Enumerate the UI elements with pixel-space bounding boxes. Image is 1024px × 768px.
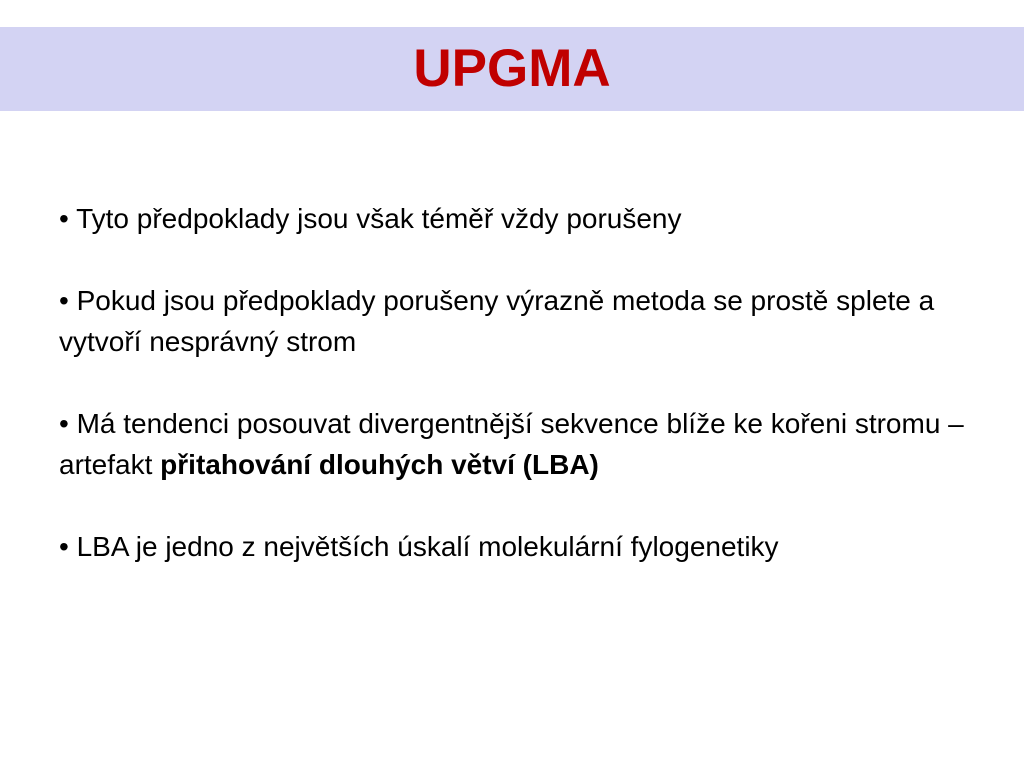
- bullet-item: [59, 526, 999, 567]
- bullet-item: [59, 280, 999, 362]
- bullet-text: Tyto předpoklady jsou však téměř vždy porušeny: [76, 203, 682, 234]
- bullet-text: LBA je jedno z největších úskalí molekulární fylogenetiky: [76, 531, 779, 562]
- bullet-text: Pokud jsou předpoklady porušeny výrazně metoda se prostě splete a vytvoří nesprávný strom: [59, 285, 935, 357]
- bullet-item: [59, 198, 999, 239]
- bullet-marker: •: [59, 203, 69, 234]
- title-band: [0, 27, 1024, 111]
- bullet-bold-term: přitahování dlouhých větví (LBA): [160, 449, 599, 480]
- bullet-marker: •: [59, 285, 69, 316]
- slide-title: UPGMA: [413, 39, 611, 98]
- bullet-text: Má tendenci posouvat divergentnější sekvence blíže ke kořeni stromu – artefakt: [59, 408, 964, 480]
- bullet-marker: •: [59, 531, 69, 562]
- bullet-item: [59, 403, 999, 485]
- bullet-marker: •: [59, 408, 69, 439]
- bullet-list: [59, 198, 999, 567]
